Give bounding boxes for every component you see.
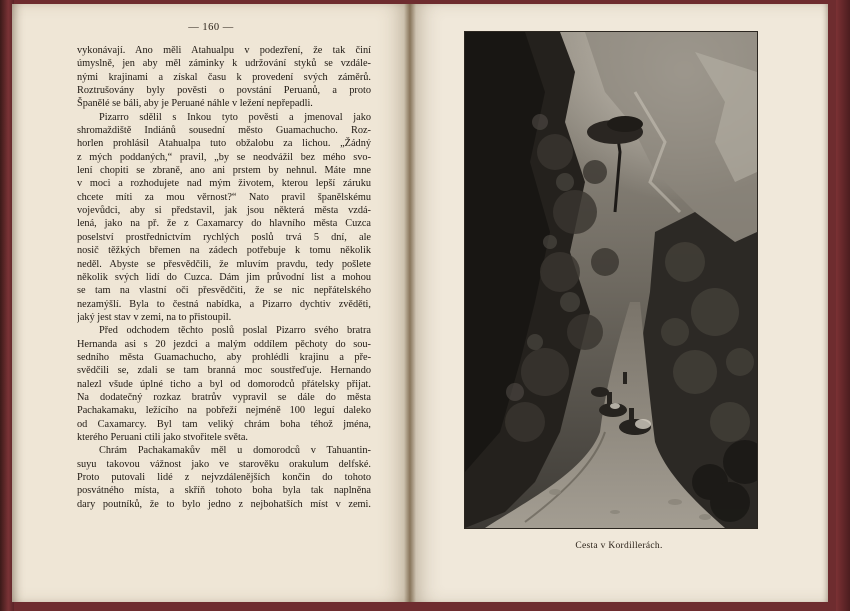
text-line: chcete míti za mou věrnost?“ Nato pravil španělskému	[77, 191, 371, 203]
text-line: od Caxamarcy. Byl tam veliký chrám boha téhož jména,	[77, 418, 371, 430]
right-page	[410, 4, 828, 602]
text-line: posvátného místa, a skříň tohoto boha byla tak naplněna	[77, 485, 371, 497]
text-line: vykonávají. Ano měli Atahualpu v podezření, že tak činí	[77, 45, 371, 56]
text-line: Pachakamaku, ležícího na pobřeží nejméně 100 leguí daleko	[77, 405, 371, 417]
text-line: Proto putovali lidé z nejvzdálenějších končin do tohoto	[77, 472, 371, 483]
text-line: lená, jako na př. že z Caxamarcy do hlavního města Cuzca	[77, 218, 371, 230]
text-line: kterého Peruani ctili jako stvořitele světa.	[77, 431, 248, 443]
cover-edge-right	[836, 0, 850, 611]
text-line: suyu takovou vážnost jako ve starověku orakulum delfské.	[77, 458, 371, 470]
text-line: lení chopiti se zbraně, ano ani prstem by nehnul. Máte mne	[77, 165, 371, 177]
text-line: poselství prostřednictvím rychlých poslů trvá 5 dní, ale	[77, 231, 371, 243]
text-line: svědčili se, zdali se tam branná moc soustřeďuje. Hernando	[77, 365, 371, 377]
text-line: několik svých lidí do Cuzca. Dám jim průvodní list a mohou	[77, 271, 371, 283]
text-line: neděl. Abyste se přesvědčili, že mluvím pravdu, tedy pošlete	[77, 258, 371, 270]
mountain-path-photo	[464, 31, 758, 529]
text-line: Chrám Pachakamakův měl u domorodců v Tahuantin-	[99, 445, 371, 457]
text-line: shromaždiště Indiánů sousední město Guamachucho. Roz-	[77, 125, 371, 137]
text-line: nezamýšlí. Byla to čestná nabídka, a Pizarro dychtiv zvěděti,	[77, 298, 371, 310]
text-line: dary poutníků, že to bylo jedno z nejbohatších míst v zemi.	[77, 498, 371, 510]
text-line: horlen prohlásil Atahualpa tuto obžalobu za lichou. „Žádný	[77, 138, 371, 150]
book-gutter	[404, 4, 416, 602]
text-line: nosič těžkých břemen na zádech potřebuje k tomu několik	[77, 245, 371, 257]
text-line: jaký jest stav v zemi, na to přistoupil.	[77, 311, 232, 323]
text-line: nými krajinami a získal času k provedení svých záměrů.	[77, 71, 371, 83]
text-line: úmyslně, jen aby měl záminky k udržování styků se vzdále-	[77, 58, 371, 70]
text-line: nalezl všude úplné ticho a byl od domorodců přátelsky přijat.	[77, 378, 371, 390]
text-line: Španělé se báli, aby je Peruané náhle v ležení nepřepadli.	[77, 98, 313, 110]
text-line: v moci a rozhodujete nad mým životem, kterou lepší záruku	[77, 178, 371, 190]
text-line: z mých poddaných,“ pravil, „by se neodvážil bez mého svo-	[77, 151, 371, 163]
text-line: Roztrušovány byly pověsti o povstání Peruanů, a proto	[77, 85, 371, 97]
text-line: Hernanda asi s 20 jezdci a malým oddílem pěchoty do sou-	[77, 338, 371, 350]
text-line: Před odchodem těchto poslů poslal Pizarro svého bratra	[99, 325, 371, 337]
text-line: Na dodatečný rozkaz bratrův vypravil se dále do města	[77, 391, 371, 403]
body-text	[77, 44, 371, 511]
left-page	[12, 4, 410, 602]
text-line: Pizarro sdělil s Inkou tyto pověsti a jmenoval jako	[99, 111, 371, 123]
text-line: vojevůdci, aby si představil, jak jsou některá města vzdá-	[77, 205, 371, 217]
text-line: se tam na vlastní oči přesvědčiti, že se nic nepřátelského	[77, 285, 371, 297]
text-line: sedního města Guamachucho, aby prohlédli krajinu a pře-	[77, 351, 371, 363]
page-number: — 160 —	[188, 22, 234, 33]
photo-illustration	[465, 32, 757, 528]
photo-caption: Cesta v Kordillerách.	[575, 541, 663, 551]
